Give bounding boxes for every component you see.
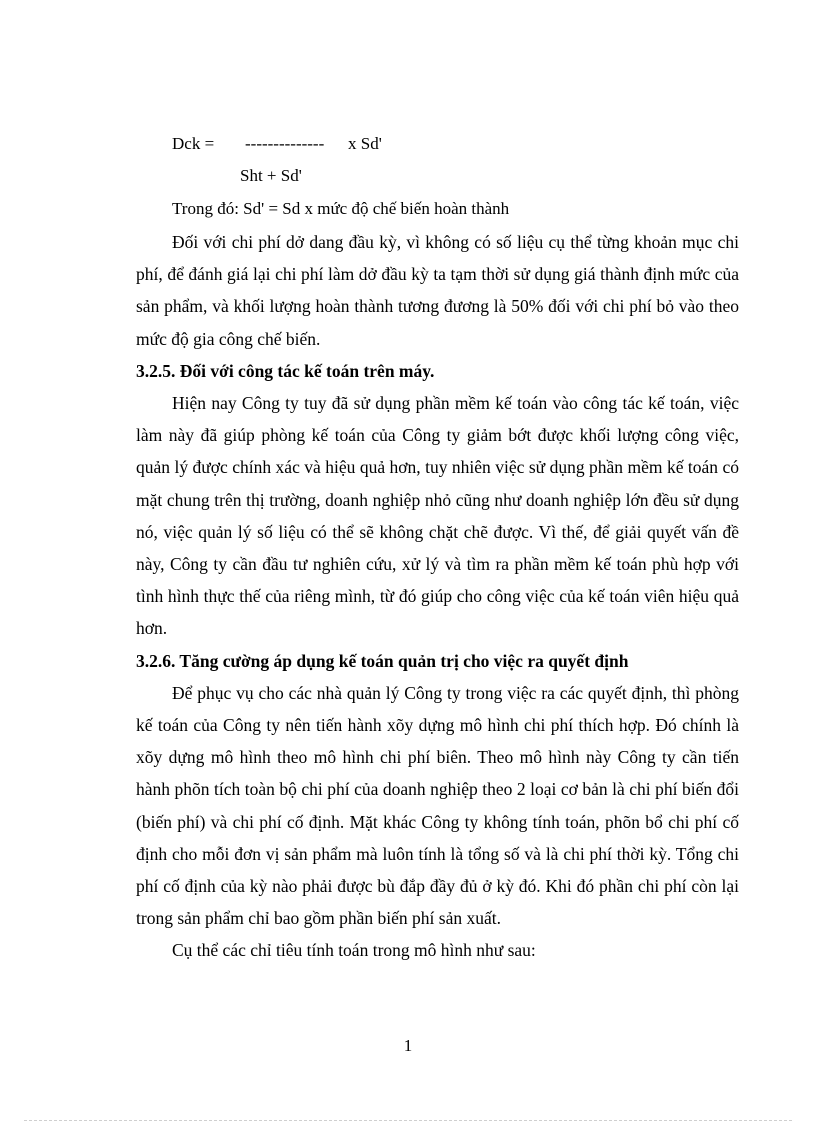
fraction-bar: --------------	[245, 134, 325, 153]
page-number: 1	[403, 1036, 413, 1055]
formula-note: Trong đó: Sd' = Sd x mức độ chế biến hoàn thành	[172, 199, 510, 218]
paragraph: Hiện nay Công ty tuy đã sử dụng phần mềm kế toán vào công tác kế toán, việc làm này đã giúp phòng kế toán của Công ty giảm bớt được khối lượng công việc, quản lý được chính xác và hiệu quả hơn, tuy nhiên việc sử dụng phần mềm kế toán có mặt chung trên thị trường, doanh nghiệp nhỏ cũng như doanh nghiệp lớn đều sử dụng nó, việc quản lý số liệu có thể sẽ không chặt chẽ được. Vì thế, để giải quyết vấn đề này, Công ty cần đầu tư nghiên cứu, xử lý và tìm ra phần mềm kế toán phù hợp với tình hình thực thế của riêng mình, từ đó giúp cho công việc của kế toán viên hiệu quả hơn.	[136, 393, 739, 639]
formula-line	[172, 134, 382, 154]
page-separator	[24, 1120, 792, 1121]
section-heading: 3.2.6. Tăng cường áp dụng kế toán quản trị cho việc ra quyết định	[136, 650, 629, 671]
section-heading: 3.2.5. Đối với công tác kế toán trên máy.	[136, 360, 435, 381]
body-text	[136, 226, 739, 967]
formula-lhs: Dck =	[172, 134, 215, 153]
formula-denominator: Sht + Sd'	[240, 166, 302, 185]
formula-rhs: x Sd'	[348, 134, 382, 153]
paragraph: Cụ thể các chỉ tiêu tính toán trong mô hình như sau:	[172, 940, 536, 961]
paragraph: Để phục vụ cho các nhà quản lý Công ty trong việc ra các quyết định, thì phòng kế toán của Công ty nên tiến hành xõy dựng mô hình chi phí thích hợp. Đó chính là xõy dựng mô hình theo mô hình chi phí biên. Theo mô hình này Công ty cần tiến hành phõn tích toàn bộ chi phí của doanh nghiệp theo 2 loại cơ bản là chi phí biến đổi (biến phí) và chi phí cố định. Mặt khác Công ty không tính toán, phõn bổ chi phí cố định cho mỗi đơn vị sản phẩm mà luôn tính là tổng số và là chi phí thời kỳ. Tổng chi phí cố định của kỳ nào phải được bù đắp đầy đủ ở kỳ đó. Khi đó phần chi phí còn lại trong sản phẩm chỉ bao gồm phần biến phí sản xuất.	[136, 682, 739, 929]
paragraph: Đối với chi phí dở dang đầu kỳ, vì không có số liệu cụ thể từng khoản mục chi phí, để đánh giá lại chi phí làm dở đầu kỳ ta tạm thời sử dụng giá thành định mức của sản phẩm, và khối lượng hoàn thành tương đương là 50% đối với chi phí bỏ vào theo mức độ gia công chế biến.	[136, 232, 739, 349]
